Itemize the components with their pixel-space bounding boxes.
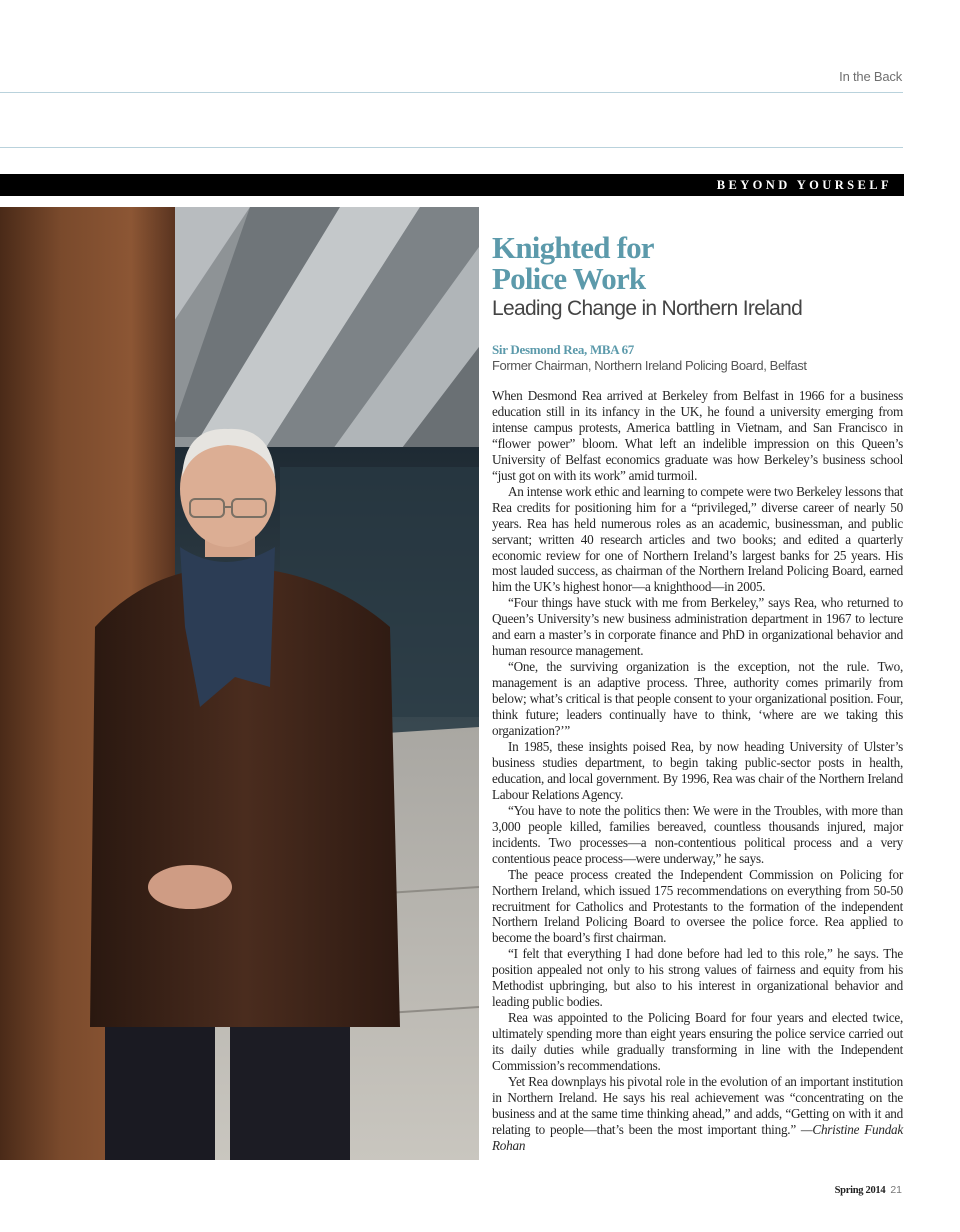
paragraph-9: Rea was appointed to the Policing Board for four years and elected twice, ultimately spending more than eight years ensuring the police service carried out its daily duties while gradually transforming in line with the Independent Commission’s recommendations. <box>492 1010 903 1074</box>
section-label: In the Back <box>839 69 902 84</box>
section-banner <box>0 174 904 196</box>
headline-line-2: Police Work <box>492 261 646 296</box>
article-deck: Leading Change in Northern Ireland <box>492 297 803 320</box>
byline-name: Sir Desmond Rea, MBA 67 <box>492 342 635 357</box>
paragraph-10 <box>492 1074 903 1154</box>
paragraph-5: In 1985, these insights poised Rea, by now heading University of Ulster’s business studies department, to begin taking public-sector posts in health, education, and local government. By 1996, Rea was chair of the Northern Ireland Labour Relations Agency. <box>492 738 903 802</box>
header-rule-top <box>0 92 903 93</box>
portrait-photo <box>0 207 479 1160</box>
header-rule-bottom <box>0 147 903 148</box>
author-signature: —Christine Fundak Rohan <box>492 1121 903 1153</box>
article <box>492 232 903 1154</box>
paragraph-6: “You have to note the politics then: We were in the Troubles, with more than 3,000 people killed, families bereaved, countless thousands injured, major incidents. Two processes—a non-contentious political process and a very contentious peace process—were underway,” he says. <box>492 802 903 866</box>
paragraph-8: “I felt that everything I had done before had led to this role,” he says. The position appealed not only to his strong values of fairness and equity from his Methodist upbringing, but also to his interest in organizational behavior and leading public bodies. <box>492 946 903 1010</box>
page-footer <box>835 1184 902 1196</box>
headline-line-1: Knighted for <box>492 230 654 265</box>
byline-title: Former Chairman, Northern Ireland Policing Board, Belfast <box>492 358 807 373</box>
section-banner-label: BEYOND YOURSELF <box>716 178 892 192</box>
paragraph-1: When Desmond Rea arrived at Berkeley from Belfast in 1966 for a business education still in its infancy in the UK, he found a university emerging from intense campus protests, America battling in Vietnam, and San Francisco in “flower power” bloom. What left an indelible impression on this Queen’s University of Belfast economics graduate was how Berkeley’s business school “just got on with its work” amid turmoil. <box>492 388 903 483</box>
paragraph-10-text: Yet Rea downplays his pivotal role in the evolution of an important institution in Northern Ireland. He says his real achievement was “concentrating on the business and at the same time thinking ahead,” and adds, “Getting on with it and relating to people—that’s been the most important thing.” <box>492 1073 903 1137</box>
paragraph-3: “Four things have stuck with me from Berkeley,” says Rea, who returned to Queen’s University’s new business administration department in 1967 to lecture and earn a master’s in corporate finance and PhD in organizational behavior and human resource management. <box>492 595 903 659</box>
paragraph-2: An intense work ethic and learning to compete were two Berkeley lessons that Rea credits for positioning him for a “privileged,” diverse career of nearly 50 years. Rea has held numerous roles as an academic, businessman, and public servant; written 40 research articles and two books; and edited a quarterly economic review for one of Northern Ireland’s largest banks for 25 years. His most lauded success, as chairman of the Northern Ireland Policing Board, earned him the UK’s highest honor—a knighthood—in 2005. <box>492 483 903 595</box>
paragraph-7: The peace process created the Independent Commission on Policing for Northern Ireland, which issued 175 recommendations on everything from 50-50 recruitment for Catholics and Protestants to the formation of the independent Northern Ireland Policing Board to oversee the police force. Rea applied to become the board’s first chairman. <box>492 866 903 946</box>
page-number: 21 <box>890 1184 902 1196</box>
paragraph-4: “One, the surviving organization is the exception, not the rule. Two, management is an adaptive process. Three, authority comes primarily from below; what’s critical is that people consent to your organizational position. Four, think future; leaders continually have to think, ‘where are we taking this organization?’” <box>492 659 903 739</box>
article-headline <box>492 232 903 294</box>
article-body <box>492 388 903 1154</box>
issue-label: Spring 2014 <box>834 1185 886 1196</box>
